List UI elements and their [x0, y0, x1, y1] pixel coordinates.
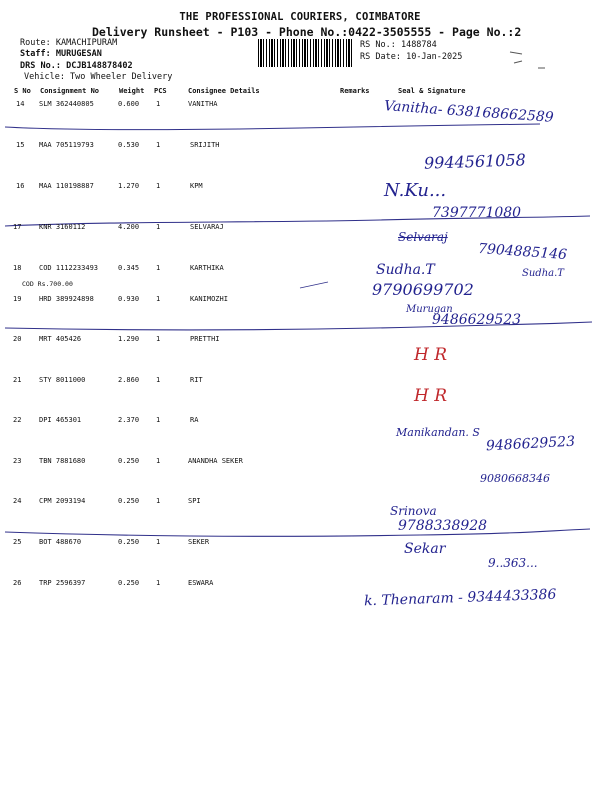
row-sno: 17	[13, 223, 22, 231]
signature-handwriting: N.Ku...	[384, 180, 447, 201]
signature-handwriting: Vanitha- 638168662589	[383, 98, 555, 126]
row-pcs: 1	[156, 416, 161, 424]
col-weight: Weight	[119, 87, 145, 95]
col-pcs: PCS	[154, 87, 167, 95]
rs-date-label: RS Date:	[360, 52, 401, 62]
row-consignee: KANIMOZHI	[190, 295, 228, 303]
row-consignee: KARTHIKA	[190, 264, 224, 272]
route-label: Route:	[20, 38, 51, 48]
row-sno: 15	[16, 141, 25, 149]
row-consignee: SPI	[188, 497, 201, 505]
row-consignee: ANANDHA SEKER	[188, 457, 243, 465]
col-consignee: Consignee Details	[188, 87, 260, 95]
row-consignment: STY 8011000	[39, 376, 86, 384]
signature-handwriting: 9790699702	[372, 280, 474, 299]
row-consignment: SLM 362440805	[39, 100, 94, 108]
row-weight: 1.290	[118, 335, 140, 343]
row-weight: 0.930	[118, 295, 140, 303]
row-pcs: 1	[156, 223, 161, 231]
row-weight: 0.345	[118, 264, 140, 272]
rs-no-line	[360, 40, 437, 50]
col-consignment: Consignment No	[40, 87, 100, 95]
rs-no-value: 1488784	[400, 40, 437, 50]
row-pcs: 1	[156, 182, 161, 190]
staff-value: MURUGESAN	[55, 49, 102, 59]
row-pcs: 1	[156, 100, 161, 108]
row-consignment: CPM 2093194	[39, 497, 86, 505]
row-sno: 20	[13, 335, 22, 343]
signature-handwriting: 7397771080	[432, 205, 522, 221]
runsheet-title: Delivery Runsheet - P103 - Phone No.:0422-3505555 - Page No.:2	[92, 25, 522, 39]
signature-handwriting: k. Thenaram - 9344433386	[363, 586, 557, 610]
row-consignee: RIT	[190, 376, 203, 384]
signature-handwriting: H R	[414, 386, 448, 406]
row-sno: 14	[16, 100, 25, 108]
row-weight: 2.370	[118, 416, 140, 424]
row-consignee: KPM	[190, 182, 203, 190]
signature-handwriting: 7904885146	[477, 240, 568, 264]
row-weight: 0.250	[118, 538, 140, 546]
col-seal: Seal & Signature	[398, 87, 466, 95]
row-pcs: 1	[156, 141, 161, 149]
row-weight: 0.250	[118, 457, 140, 465]
row-consignment: TBN 7881680	[39, 457, 86, 465]
row-pcs: 1	[156, 457, 161, 465]
signature-handwriting: 9788338928	[398, 518, 488, 534]
row-sno: 26	[13, 579, 22, 587]
row-consignee: VANITHA	[188, 100, 218, 108]
rs-date-value: 10-Jan-2025	[406, 52, 463, 62]
signature-handwriting: Sekar	[404, 541, 446, 557]
row-consignment: MAA 705119793	[39, 141, 94, 149]
row-weight: 0.530	[118, 141, 140, 149]
row-pcs: 1	[156, 579, 161, 587]
row-pcs: 1	[156, 295, 161, 303]
signature-handwriting: Srinova	[390, 504, 437, 518]
signature-handwriting: 9486629523	[485, 433, 576, 455]
row-weight: 4.200	[118, 223, 140, 231]
row-consignee: RA	[190, 416, 199, 424]
row-consignee: SRIJITH	[190, 141, 220, 149]
row-consignee: PRETTHI	[190, 335, 220, 343]
row-consignment: COD 1112233493	[39, 264, 99, 272]
row-sno: 19	[13, 295, 22, 303]
signature-handwriting: 9080668346	[480, 472, 550, 485]
row-pcs: 1	[156, 538, 161, 546]
signature-handwriting: Selvaraj	[398, 230, 448, 244]
row-consignee: SELVARAJ	[190, 223, 224, 231]
vehicle-line: Vehicle: Two Wheeler Delivery	[24, 72, 173, 82]
row-sno: 25	[13, 538, 22, 546]
signature-handwriting: Sudha.T	[522, 268, 564, 279]
route-value: KAMACHIPURAM	[55, 38, 118, 48]
col-sno: S No	[14, 87, 31, 95]
signature-handwriting: Sudha.T	[376, 262, 435, 278]
row-consignment: DPI 465301	[39, 416, 82, 424]
row-sno: 24	[13, 497, 22, 505]
signature-handwriting: 9..363...	[488, 556, 538, 570]
signature-handwriting: 9944561058	[423, 150, 527, 173]
row-weight: 2.860	[118, 376, 140, 384]
signature-handwriting: Murugan	[406, 304, 453, 315]
row-pcs: 1	[156, 497, 161, 505]
row-pcs: 1	[156, 264, 161, 272]
row-consignment: TRP 2596397	[39, 579, 86, 587]
row-weight: 0.250	[118, 497, 140, 505]
cod-amount: COD Rs.700.00	[22, 280, 73, 288]
row-weight: 0.600	[118, 100, 140, 108]
staff-line	[20, 49, 102, 59]
signature-handwriting: Manikandan. S	[396, 426, 480, 439]
row-weight: 0.250	[118, 579, 140, 587]
drs-value: DCJB148878402	[66, 61, 133, 71]
row-consignment: MRT 405426	[39, 335, 82, 343]
signature-handwriting: 9486629523	[432, 312, 522, 328]
row-pcs: 1	[156, 335, 161, 343]
col-remarks: Remarks	[340, 87, 370, 95]
row-pcs: 1	[156, 376, 161, 384]
row-sno: 18	[13, 264, 22, 272]
row-sno: 23	[13, 457, 22, 465]
row-sno: 21	[13, 376, 22, 384]
barcode	[258, 39, 354, 67]
drs-line	[20, 61, 133, 71]
rs-no-label: RS No.:	[360, 40, 396, 50]
row-consignee: ESWARA	[188, 579, 214, 587]
row-consignment: MAA 110198887	[39, 182, 94, 190]
row-sno: 22	[13, 416, 22, 424]
row-sno: 16	[16, 182, 25, 190]
row-consignee: SEKER	[188, 538, 210, 546]
row-consignment: KNR 3160112	[39, 223, 86, 231]
rs-date-line	[360, 52, 462, 62]
signature-handwriting: H R	[414, 345, 448, 365]
company-name: THE PROFESSIONAL COURIERS, COIMBATORE	[179, 11, 421, 23]
drs-label: DRS No.:	[20, 61, 61, 71]
row-consignment: BOT 488670	[39, 538, 82, 546]
row-weight: 1.270	[118, 182, 140, 190]
route-line	[20, 38, 117, 48]
staff-label: Staff:	[20, 49, 51, 59]
row-consignment: HRD 389924898	[39, 295, 94, 303]
